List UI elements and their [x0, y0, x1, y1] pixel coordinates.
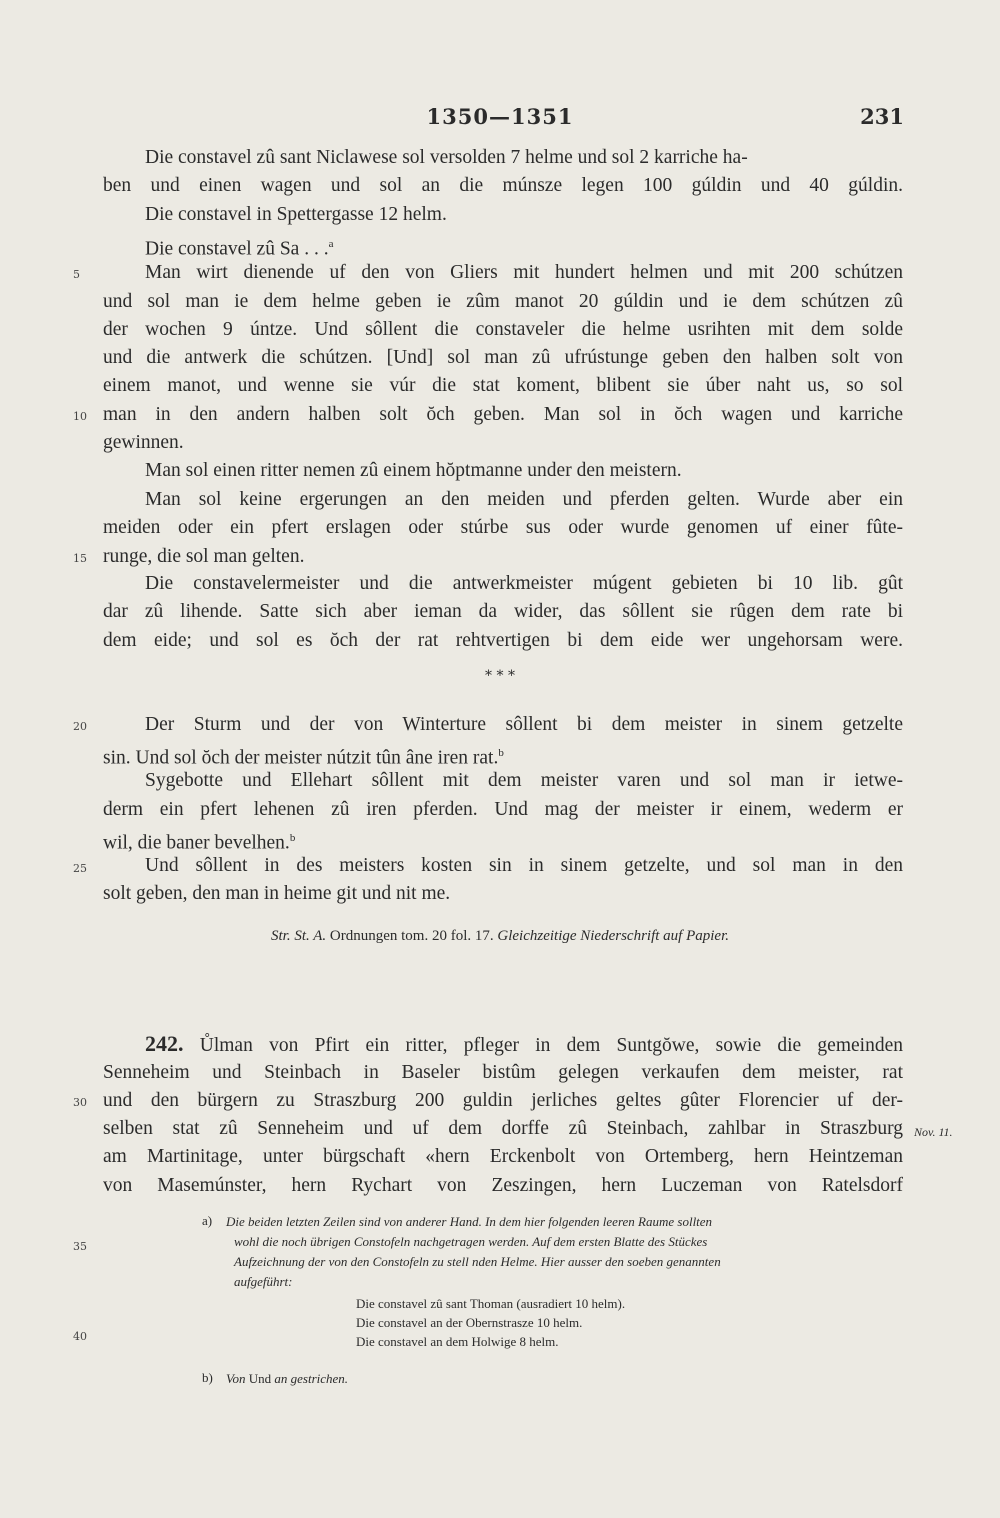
body-line: Man sol keine ergerungen an den meiden und pferden gelten. Wurde aber ein: [145, 489, 903, 510]
footnote-a-line: aufgeführt:: [234, 1274, 293, 1289]
line-number: 30: [73, 1096, 87, 1109]
body-line: runge, die sol man gelten.: [103, 546, 305, 567]
body-line: Die constavel zû Sa . . .$^a$: [145, 238, 334, 260]
body-line: einem manot, und wenne sie vúr die stat koment, blibent sie úber naht us, so sol: [103, 375, 903, 396]
body-line: man in den andern halben solt ŏch geben. Man sol in ŏch wagen und karriche: [103, 404, 903, 425]
line-number: 40: [73, 1330, 87, 1343]
doc242-line: von Masemúnster, hern Rychart von Zeszingen, hern Luczeman von Ratelsdorf: [103, 1175, 903, 1196]
body-line: ben und einen wagen und sol an die múnsze legen 100 gúldin und 40 gúldin.: [103, 175, 903, 196]
body-line: wil, die baner bevelhen.$^b$: [103, 832, 296, 854]
line-number: 10: [73, 410, 87, 423]
body-line: Die constavel zû sant Niclawese sol versolden 7 helme und sol 2 karriche ha-: [145, 147, 748, 168]
footnote-a-line: wohl die noch übrigen Constofeln nachgetragen werden. Auf dem ersten Blatte des Stückes: [234, 1234, 708, 1249]
doc-number: 242.: [145, 1031, 184, 1056]
section-stars: * * *: [485, 668, 515, 684]
body-line: meiden oder ein pfert erslagen oder stúrbe sus oder wurde genomen uf einer fûte-: [103, 517, 903, 538]
footnote-a-line: Die beiden letzten Zeilen sind von anderer Hand. In dem hier folgenden leeren Raume sollten: [226, 1214, 713, 1229]
body-line: Man sol einen ritter nemen zû einem hŏptmanne under den meistern.: [145, 460, 682, 481]
line-number: 5: [73, 268, 80, 281]
doc242-line: Senneheim und Steinbach in Baseler bistûm gelegen verkaufen dem meister, rat: [103, 1062, 903, 1083]
body-line: Die constavel in Spettergasse 12 helm.: [145, 204, 447, 225]
footnote-b-label: b): [202, 1370, 213, 1385]
doc242-line: selben stat zû Senneheim und uf dem dorffe zû Steinbach, zahlbar in Straszburg: [103, 1118, 903, 1139]
body-line: der wochen 9 úntze. Und sôllent die constaveler die helme usrihten mit dem solde: [103, 319, 903, 340]
doc242-line: 242. Ůlman von Pfirt ein ritter, pfleger in dem Suntgŏwe, sowie die gemeinden: [145, 1031, 903, 1056]
body-line: derm ein pfert lehenen zû iren pferden. Und mag der meister ir einem, wederm er: [103, 799, 903, 820]
doc242-line: am Martinitage, unter bürgschaft «hern Erckenbolt von Ortemberg, hern Heintzeman: [103, 1146, 903, 1167]
body-line: Man wirt dienende uf den von Gliers mit hundert helmen und mit 200 schútzen: [145, 262, 903, 283]
line-number: 15: [73, 552, 87, 565]
body-line: solt geben, den man in heime git und nit me.: [103, 883, 451, 904]
body-line: Sygebotte und Ellehart sôllent mit dem meister varen und sol man ir ietwe-: [145, 770, 903, 791]
body-line: gewinnen.: [103, 432, 184, 453]
body-line: Und sôllent in des meisters kosten sin in sinem getzelte, und sol man in den: [145, 855, 903, 876]
footnote-ref-b: b: [289, 832, 296, 844]
footnote-b-text: Von Und an gestrichen.: [226, 1371, 349, 1386]
line-number: 25: [73, 862, 87, 875]
body-line: dar zû lihende. Satte sich aber ieman da wider, das sôllent sie rûgen dem rate bi: [103, 601, 903, 622]
footnote-ref-a: a: [328, 238, 334, 250]
line-number: 20: [73, 720, 87, 733]
footnote-a-list-item: Die constavel an der Obernstrasze 10 helm.: [356, 1315, 583, 1330]
body-line: und die antwerk die schútzen. [Und] sol man zû ufrústunge geben den halben solt von: [103, 347, 903, 368]
body-line: Die constavelermeister und die antwerkmeister múgent gebieten bi 10 lib. gût: [145, 573, 903, 594]
footnote-a-list-item: Die constavel zû sant Thoman (ausradiert 10 helm).: [356, 1296, 626, 1311]
line-number: 35: [73, 1240, 87, 1253]
source-note: Gleichzeitige Niederschrift auf Papier.: [497, 928, 730, 944]
header-years: 1350—1351: [426, 104, 574, 129]
footnote-a-line: Aufzeichnung der von den Constofeln zu stell nden Helme. Hier ausser den soeben genannten: [234, 1254, 721, 1269]
body-line: dem eide; und sol es ŏch der rat rehtvertigen bi dem eide wer ungehorsam were.: [103, 630, 903, 651]
footnote-a-list-item: Die constavel an dem Holwige 8 helm.: [356, 1334, 559, 1349]
source-citation: [0, 928, 1000, 945]
doc242-line: und den bürgern zu Straszburg 200 guldin jerliches geltes gûter Florencier uf der-: [103, 1090, 903, 1111]
source-archive: Str. St. A.: [270, 928, 327, 944]
source-ref: Ordnungen tom. 20 fol. 17.: [329, 928, 494, 944]
footnote-a-label: a): [202, 1213, 213, 1228]
body-line: und sol man ie dem helme geben ie zûm manot 20 gúldin und ie dem schútzen zû: [103, 291, 903, 312]
footnote-ref-b: b: [498, 747, 504, 759]
body-line: Der Sturm und der von Winterture sôllent bi dem meister in sinem getzelte: [145, 714, 903, 735]
page-number: 231: [860, 104, 904, 129]
margin-date-note: Nov. 11.: [914, 1125, 953, 1139]
body-line: sin. Und sol ŏch der meister nútzit tûn âne iren rat.$^b$: [103, 747, 504, 769]
